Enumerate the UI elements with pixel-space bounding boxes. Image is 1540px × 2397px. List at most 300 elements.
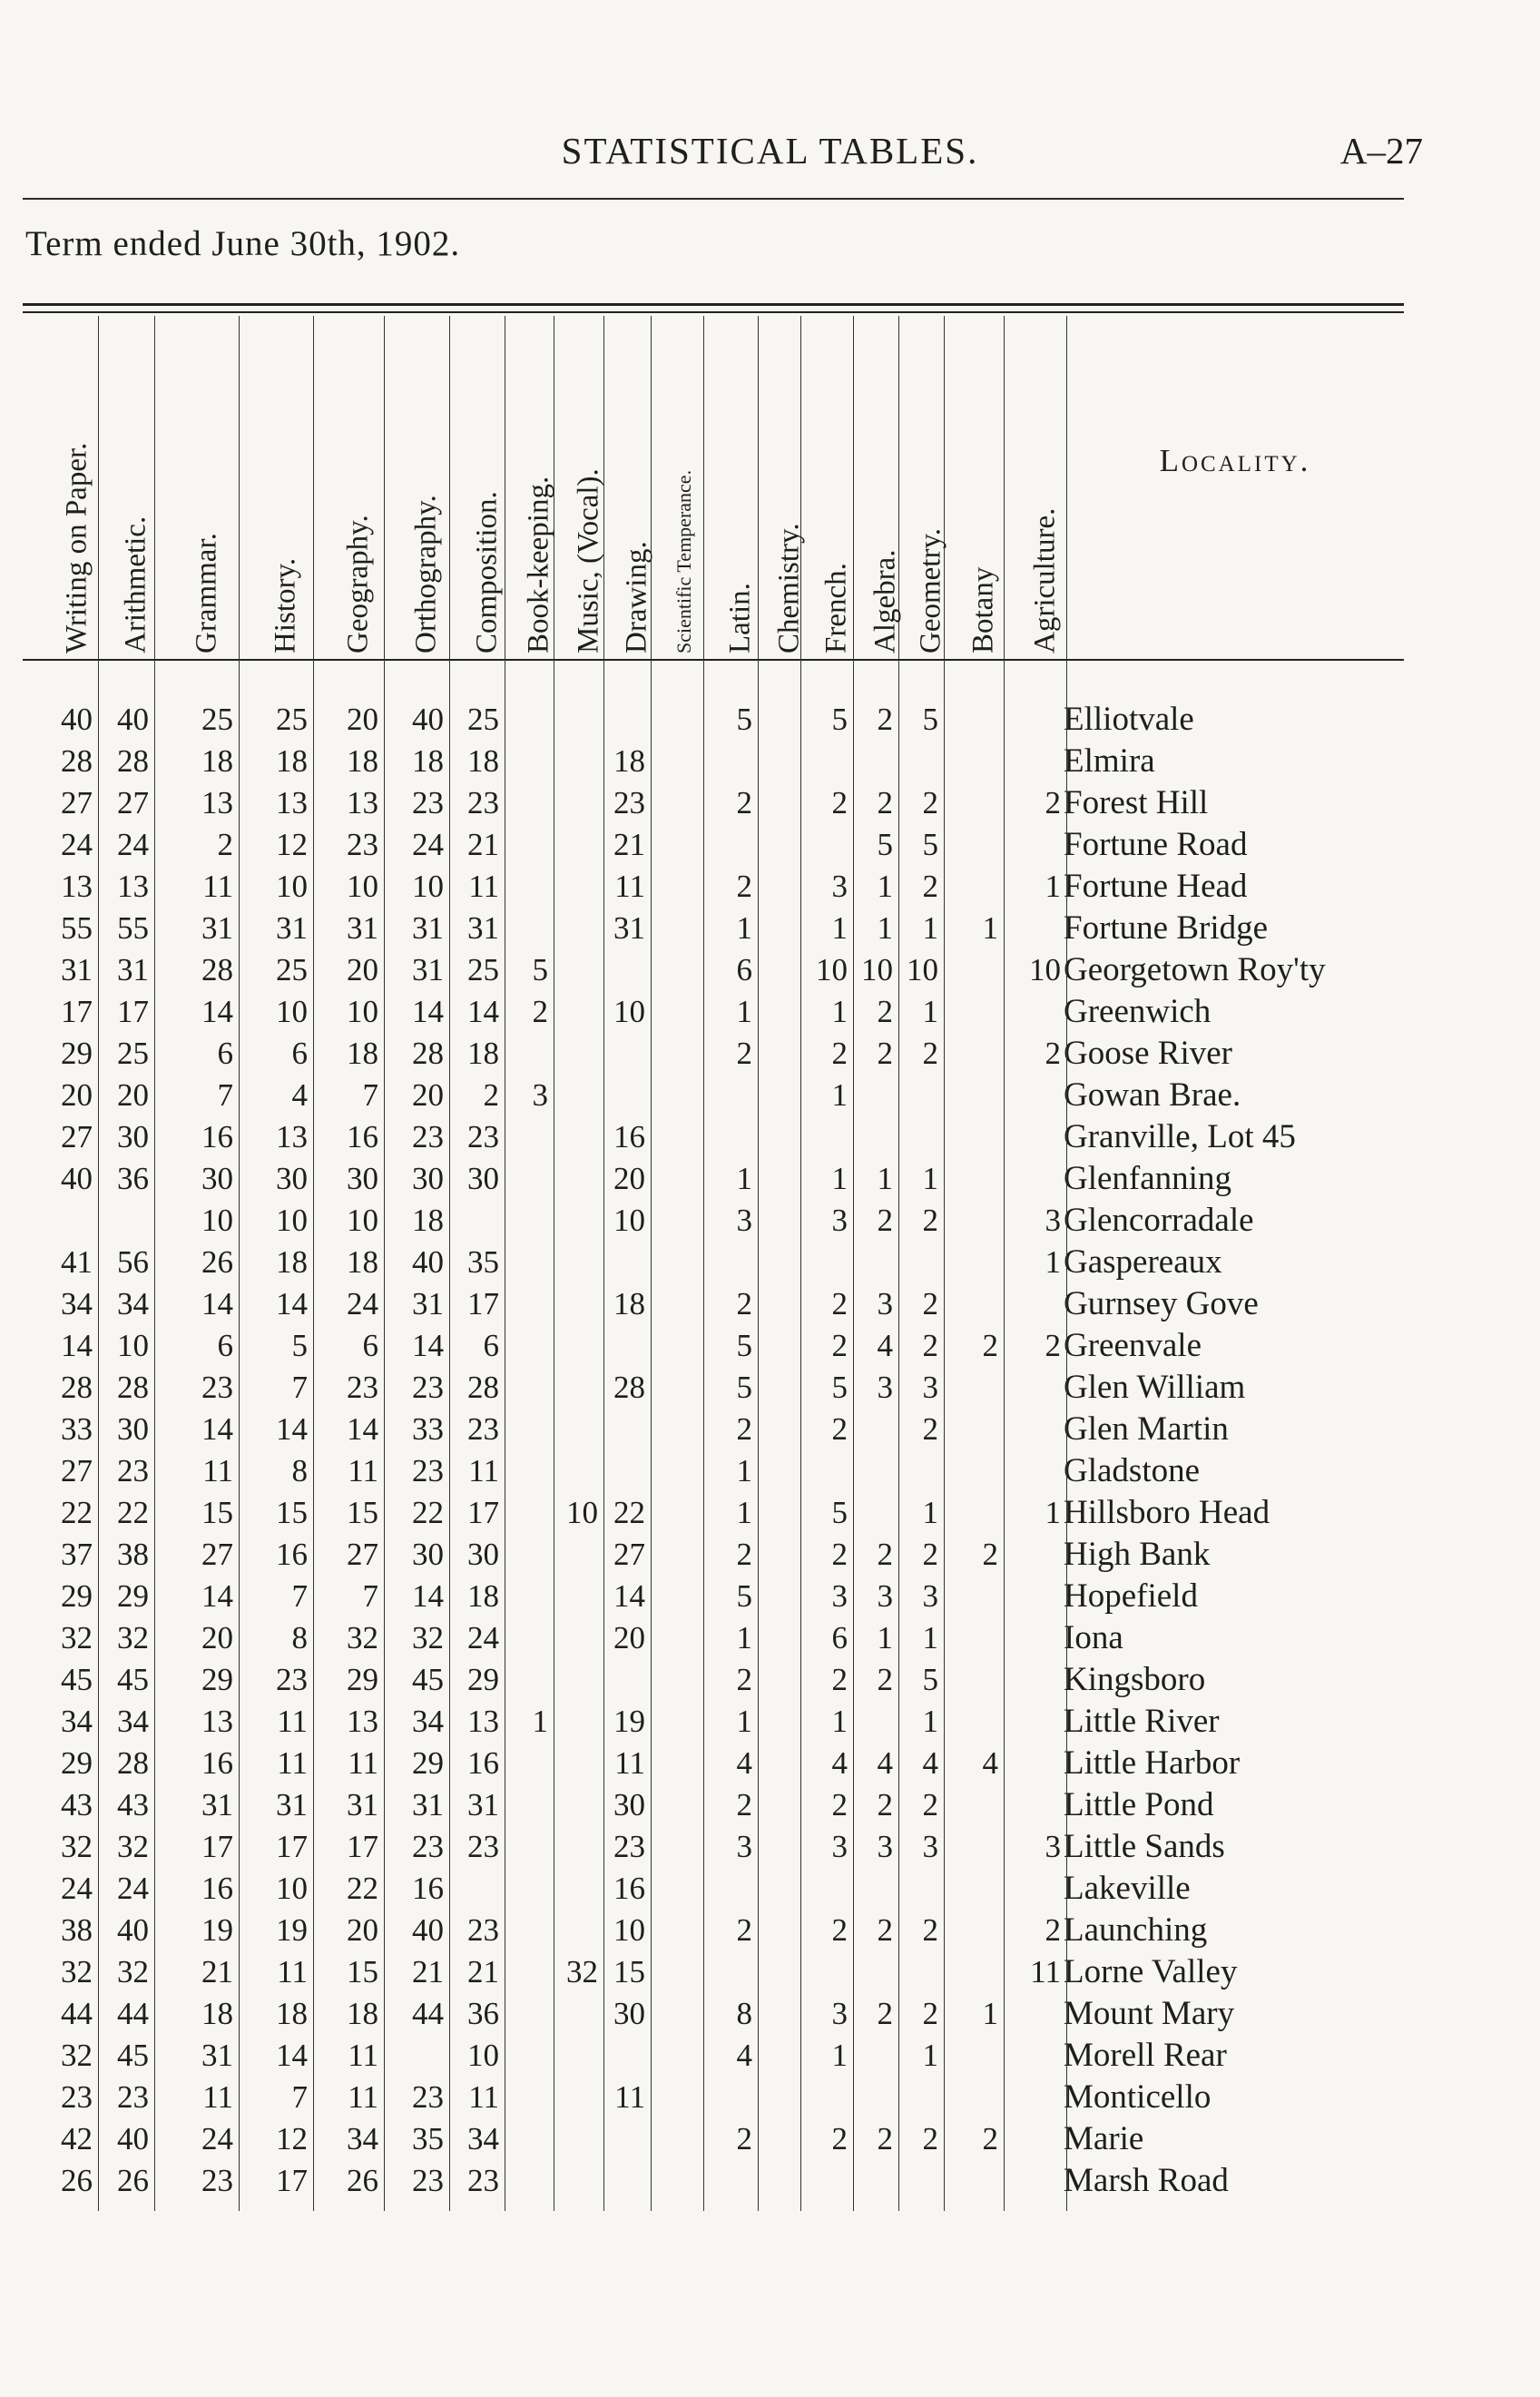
table-cell: 14 <box>412 994 444 1029</box>
table-cell <box>944 1450 998 1492</box>
table-cell: 3 <box>1045 1829 1061 1864</box>
table-cell <box>651 1576 698 1617</box>
table-cell: 31 <box>613 910 645 946</box>
table-cell: 2 <box>922 1996 938 2031</box>
locality-name: Glen William <box>1064 1369 1246 1406</box>
table-cell <box>651 699 698 741</box>
table-cell: 7 <box>291 1370 308 1405</box>
table-cell <box>944 1492 998 1534</box>
table-cell: 21 <box>467 1954 499 1989</box>
table-cell: 2 <box>877 1912 893 1948</box>
table-cell <box>800 1868 848 1910</box>
table-cell <box>651 1617 698 1659</box>
table-cell: 5 <box>922 702 938 737</box>
table-cell: 10 <box>816 952 848 987</box>
column-header-label: Chemistry. <box>772 523 806 653</box>
table-cell <box>758 824 795 866</box>
table-cell: 15 <box>347 1495 378 1530</box>
page-number: A–27 <box>1339 130 1423 172</box>
table-cell: 18 <box>467 1578 499 1614</box>
table-cell <box>1004 2118 1061 2160</box>
table-cell: 3 <box>877 1370 893 1405</box>
table-cell <box>554 1617 598 1659</box>
table-cell: 40 <box>412 702 444 737</box>
table-cell: 2 <box>1045 1912 1061 1948</box>
locality-name: Marsh Road <box>1064 2162 1229 2199</box>
table-cell <box>554 1116 598 1158</box>
table-cell <box>651 1951 698 1993</box>
table-cell: 31 <box>412 1286 444 1321</box>
table-cell <box>651 2035 698 2077</box>
table-cell: 23 <box>61 2079 93 2115</box>
table-cell: 15 <box>276 1495 308 1530</box>
table-cell: 20 <box>117 1077 149 1113</box>
table-cell <box>800 1450 848 1492</box>
table-cell <box>651 2077 698 2118</box>
table-cell: 17 <box>276 1829 308 1864</box>
table-cell <box>1004 741 1061 782</box>
table-cell: 23 <box>117 1453 149 1488</box>
table-cell: 10 <box>1029 952 1061 987</box>
column-header-label: Latin. <box>723 583 757 653</box>
table-cell: 30 <box>117 1119 149 1154</box>
table-cell <box>853 1868 893 1910</box>
table-cell: 2 <box>877 2121 893 2156</box>
table-cell <box>603 2118 645 2160</box>
table-cell: 56 <box>117 1244 149 1280</box>
table-cell: 14 <box>276 2038 308 2073</box>
table-cell: 23 <box>276 1662 308 1697</box>
table-cell <box>853 1116 893 1158</box>
table-cell <box>449 1868 499 1910</box>
table-cell: 31 <box>412 910 444 946</box>
table-cell: 25 <box>117 1036 149 1071</box>
table-cell: 40 <box>117 2121 149 2156</box>
column-header-label: Drawing. <box>620 541 653 653</box>
table-cell: 2 <box>877 1787 893 1822</box>
table-cell <box>505 1993 548 2035</box>
table-cell: 2 <box>877 1662 893 1697</box>
table-cell: 42 <box>61 2121 93 2156</box>
table-cell: 32 <box>61 1954 93 1989</box>
table-cell <box>800 1951 848 1993</box>
table-cell: 18 <box>347 1996 378 2031</box>
table-cell: 29 <box>61 1036 93 1071</box>
term-line: Term ended June 30th, 1902. <box>25 224 461 263</box>
column-header-label: Orthography. <box>409 495 443 653</box>
table-cell: 11 <box>614 869 645 904</box>
table-cell: 38 <box>117 1537 149 1572</box>
table-cell: 23 <box>412 2163 444 2198</box>
table-cell: 32 <box>61 1620 93 1655</box>
table-cell: 31 <box>61 952 93 987</box>
table-cell <box>651 1200 698 1242</box>
table-cell <box>554 1743 598 1784</box>
table-cell: 2 <box>922 1286 938 1321</box>
column-header <box>36 345 98 653</box>
table-cell: 2 <box>736 1036 752 1071</box>
table-cell <box>1004 1075 1061 1116</box>
table-cell: 4 <box>877 1745 893 1781</box>
table-cell <box>758 1784 795 1826</box>
table-cell <box>853 2035 893 2077</box>
table-cell: 11 <box>277 1745 308 1781</box>
table-cell <box>758 1910 795 1951</box>
table-cell: 24 <box>117 827 149 862</box>
table-cell: 3 <box>831 1996 848 2031</box>
table-cell: 32 <box>61 2038 93 2073</box>
table-cell <box>505 1576 548 1617</box>
table-cell: 7 <box>362 1578 378 1614</box>
table-cell: 23 <box>347 827 378 862</box>
table-cell: 1 <box>736 1620 752 1655</box>
locality-name: Marie <box>1064 2120 1144 2157</box>
table-cell: 1 <box>877 869 893 904</box>
table-cell: 14 <box>276 1286 308 1321</box>
table-cell: 31 <box>347 1787 378 1822</box>
table-cell: 2 <box>982 2121 998 2156</box>
table-cell <box>505 1242 548 1283</box>
column-header-label: Writing on Paper. <box>60 442 93 653</box>
table-cell: 3 <box>831 1203 848 1238</box>
table-cell <box>758 1200 795 1242</box>
table-cell: 2 <box>922 1537 938 1572</box>
table-cell: 21 <box>201 1954 233 1989</box>
table-cell: 2 <box>831 1286 848 1321</box>
table-cell <box>1004 1158 1061 1200</box>
table-cell <box>554 1409 598 1450</box>
table-cell: 1 <box>877 1620 893 1655</box>
table-cell: 30 <box>412 1161 444 1196</box>
table-cell: 34 <box>347 2121 378 2156</box>
table-cell: 1 <box>982 910 998 946</box>
column-header <box>603 345 651 653</box>
table-cell: 10 <box>276 1203 308 1238</box>
table-cell: 5 <box>831 702 848 737</box>
table-cell: 16 <box>201 1871 233 1906</box>
table-cell <box>758 1743 795 1784</box>
table-cell <box>651 1868 698 1910</box>
table-cell: 18 <box>276 743 308 779</box>
table-cell: 44 <box>117 1996 149 2031</box>
page-header-title: STATISTICAL TABLES. <box>561 130 979 172</box>
table-cell: 8 <box>736 1996 752 2031</box>
locality-name: Hopefield <box>1064 1577 1198 1615</box>
table-cell: 44 <box>412 1996 444 2031</box>
table-cell: 14 <box>201 994 233 1029</box>
column-header-label: Grammar. <box>190 533 223 653</box>
table-cell: 28 <box>613 1370 645 1405</box>
table-cell: 30 <box>276 1161 308 1196</box>
table-cell: 2 <box>922 785 938 820</box>
column-header-label: Botany <box>966 566 1000 653</box>
table-cell: 14 <box>347 1411 378 1447</box>
table-cell: 40 <box>117 1912 149 1948</box>
table-cell <box>554 1283 598 1325</box>
locality-name: Glenfanning <box>1064 1160 1231 1197</box>
table-cell: 3 <box>922 1578 938 1614</box>
table-cell: 18 <box>347 743 378 779</box>
table-cell: 1 <box>736 994 752 1029</box>
table-top-rule <box>23 311 1404 313</box>
table-cell <box>651 1242 698 1283</box>
table-cell: 2 <box>831 1662 848 1697</box>
table-cell: 18 <box>467 1036 499 1071</box>
table-cell <box>603 2160 645 2202</box>
table-cell: 20 <box>347 952 378 987</box>
table-cell: 18 <box>201 743 233 779</box>
table-cell: 17 <box>347 1829 378 1864</box>
table-cell <box>505 2160 548 2202</box>
column-header <box>944 345 1004 653</box>
table-cell <box>505 1116 548 1158</box>
table-cell: 23 <box>613 1829 645 1864</box>
table-cell: 1 <box>736 910 752 946</box>
header-bottom-rule <box>23 659 1404 661</box>
table-cell <box>944 1409 998 1450</box>
table-cell: 2 <box>831 1328 848 1363</box>
table-cell <box>505 1033 548 1075</box>
table-cell: 25 <box>276 952 308 987</box>
table-cell: 2 <box>1045 1328 1061 1363</box>
table-cell <box>554 1242 598 1283</box>
table-cell <box>603 2035 645 2077</box>
table-cell: 3 <box>831 869 848 904</box>
table-cell <box>1004 824 1061 866</box>
locality-name: Elmira <box>1064 742 1155 780</box>
table-cell: 5 <box>532 952 548 987</box>
table-cell: 14 <box>613 1578 645 1614</box>
table-cell <box>651 1033 698 1075</box>
table-cell: 23 <box>117 2079 149 2115</box>
table-cell <box>758 1450 795 1492</box>
table-cell <box>944 699 998 741</box>
table-cell: 1 <box>1045 869 1061 904</box>
table-cell <box>703 1951 752 1993</box>
table-cell <box>853 1492 893 1534</box>
table-cell <box>758 1283 795 1325</box>
table-cell: 44 <box>61 1996 93 2031</box>
table-cell <box>1004 2160 1061 2202</box>
table-cell <box>1004 991 1061 1033</box>
table-cell: 28 <box>117 1745 149 1781</box>
table-cell <box>898 2077 938 2118</box>
table-top-rule <box>23 303 1404 306</box>
table-cell: 2 <box>1045 1036 1061 1071</box>
table-cell <box>703 1868 752 1910</box>
table-cell <box>651 1158 698 1200</box>
locality-name: Fortune Bridge <box>1064 909 1269 947</box>
table-cell: 38 <box>61 1912 93 1948</box>
table-cell <box>651 1993 698 2035</box>
locality-name: Fortune Head <box>1064 868 1248 905</box>
table-cell: 1 <box>982 1996 998 2031</box>
table-cell: 34 <box>117 1286 149 1321</box>
table-cell: 3 <box>831 1829 848 1864</box>
table-cell: 11 <box>277 1704 308 1739</box>
table-cell <box>554 1868 598 1910</box>
table-cell <box>505 1200 548 1242</box>
table-cell <box>603 1075 645 1116</box>
table-cell: 22 <box>117 1495 149 1530</box>
table-cell: 5 <box>831 1495 848 1530</box>
table-cell <box>449 1200 499 1242</box>
table-cell: 27 <box>61 785 93 820</box>
table-cell <box>651 1367 698 1409</box>
table-cell: 3 <box>877 1578 893 1614</box>
table-cell <box>1004 1409 1061 1450</box>
table-cell <box>1004 1450 1061 1492</box>
table-cell: 2 <box>922 1203 938 1238</box>
column-header <box>554 345 603 653</box>
table-cell <box>1004 2035 1061 2077</box>
table-cell <box>758 1367 795 1409</box>
table-cell: 30 <box>467 1537 499 1572</box>
table-cell: 2 <box>922 1787 938 1822</box>
table-cell: 10 <box>347 869 378 904</box>
locality-name: Little Sands <box>1064 1828 1225 1865</box>
table-cell: 30 <box>117 1411 149 1447</box>
table-cell: 6 <box>291 1036 308 1071</box>
table-cell <box>554 1075 598 1116</box>
table-cell: 20 <box>61 1077 93 1113</box>
table-cell <box>944 2077 998 2118</box>
table-cell: 2 <box>922 869 938 904</box>
table-cell: 32 <box>412 1620 444 1655</box>
table-cell: 43 <box>61 1787 93 1822</box>
locality-name: Greenwich <box>1064 993 1211 1030</box>
table-cell: 17 <box>467 1286 499 1321</box>
table-cell: 30 <box>467 1161 499 1196</box>
table-cell <box>944 1033 998 1075</box>
table-cell: 1 <box>831 1704 848 1739</box>
table-cell <box>505 782 548 824</box>
table-cell <box>944 1200 998 1242</box>
table-cell <box>651 1659 698 1701</box>
table-cell <box>505 1910 548 1951</box>
table-cell: 17 <box>117 994 149 1029</box>
table-cell: 13 <box>61 869 93 904</box>
table-cell <box>944 1826 998 1868</box>
table-cell: 27 <box>61 1119 93 1154</box>
table-cell <box>1004 1743 1061 1784</box>
table-cell <box>758 2160 795 2202</box>
table-cell: 18 <box>412 743 444 779</box>
table-cell: 4 <box>877 1328 893 1363</box>
header-rule <box>23 198 1404 200</box>
table-cell: 30 <box>412 1537 444 1572</box>
table-cell <box>853 1450 893 1492</box>
table-cell: 10 <box>412 869 444 904</box>
table-cell: 20 <box>201 1620 233 1655</box>
table-cell: 6 <box>362 1328 378 1363</box>
table-cell <box>758 2118 795 2160</box>
table-cell <box>703 1116 752 1158</box>
table-cell: 30 <box>347 1161 378 1196</box>
table-cell: 26 <box>201 1244 233 1280</box>
locality-name: Monticello <box>1064 2078 1211 2116</box>
table-cell: 5 <box>736 1370 752 1405</box>
table-cell <box>554 1826 598 1868</box>
table-cell <box>1004 1868 1061 1910</box>
table-cell <box>758 1993 795 2035</box>
table-cell <box>758 1033 795 1075</box>
table-cell: 2 <box>1045 785 1061 820</box>
locality-name: Little Harbor <box>1064 1744 1241 1782</box>
table-cell <box>944 1242 998 1283</box>
table-cell <box>758 2035 795 2077</box>
table-cell <box>758 1409 795 1450</box>
table-cell <box>800 2160 848 2202</box>
table-cell: 2 <box>877 1537 893 1572</box>
table-cell <box>758 908 795 949</box>
table-cell <box>944 1576 998 1617</box>
table-cell <box>505 1868 548 1910</box>
table-cell: 16 <box>276 1537 308 1572</box>
table-cell <box>505 1659 548 1701</box>
table-cell <box>505 1617 548 1659</box>
table-cell <box>554 1325 598 1367</box>
table-cell <box>651 949 698 991</box>
table-cell <box>944 1951 998 1993</box>
table-cell: 40 <box>117 702 149 737</box>
table-cell: 2 <box>483 1077 499 1113</box>
table-cell: 3 <box>1045 1203 1061 1238</box>
table-cell: 23 <box>467 2163 499 2198</box>
locality-name: Mount Mary <box>1064 1995 1235 2032</box>
table-cell: 3 <box>736 1203 752 1238</box>
table-cell <box>944 1075 998 1116</box>
locality-name: Georgetown Roy'ty <box>1064 951 1326 988</box>
locality-name: Little River <box>1064 1703 1220 1740</box>
locality-name: Goose River <box>1064 1035 1232 1072</box>
table-cell: 16 <box>347 1119 378 1154</box>
table-cell <box>651 991 698 1033</box>
table-cell <box>944 1868 998 1910</box>
table-cell <box>944 866 998 908</box>
column-header-label: Book-keeping. <box>522 476 555 653</box>
table-cell <box>603 1409 645 1450</box>
table-cell: 2 <box>877 1036 893 1071</box>
table-cell: 14 <box>201 1286 233 1321</box>
table-cell: 2 <box>877 1203 893 1238</box>
table-cell <box>554 908 598 949</box>
table-cell: 33 <box>412 1411 444 1447</box>
table-cell: 55 <box>117 910 149 946</box>
table-cell: 16 <box>613 1871 645 1906</box>
table-cell: 31 <box>347 910 378 946</box>
table-cell: 18 <box>276 1996 308 2031</box>
table-cell <box>758 1826 795 1868</box>
table-cell <box>703 2077 752 2118</box>
table-cell: 2 <box>736 869 752 904</box>
table-cell: 35 <box>467 1244 499 1280</box>
locality-name: Lakeville <box>1064 1870 1191 1907</box>
table-cell <box>853 2160 893 2202</box>
table-cell <box>758 1868 795 1910</box>
locality-name: Fortune Road <box>1064 826 1248 863</box>
table-cell <box>651 741 698 782</box>
table-cell <box>554 2160 598 2202</box>
table-cell <box>1004 1576 1061 1617</box>
table-cell: 24 <box>201 2121 233 2156</box>
table-cell <box>1004 1993 1061 2035</box>
table-cell <box>36 1200 93 1242</box>
table-cell <box>758 866 795 908</box>
locality-name: Gowan Brae. <box>1064 1076 1241 1114</box>
table-cell <box>944 1617 998 1659</box>
table-cell: 2 <box>982 1537 998 1572</box>
